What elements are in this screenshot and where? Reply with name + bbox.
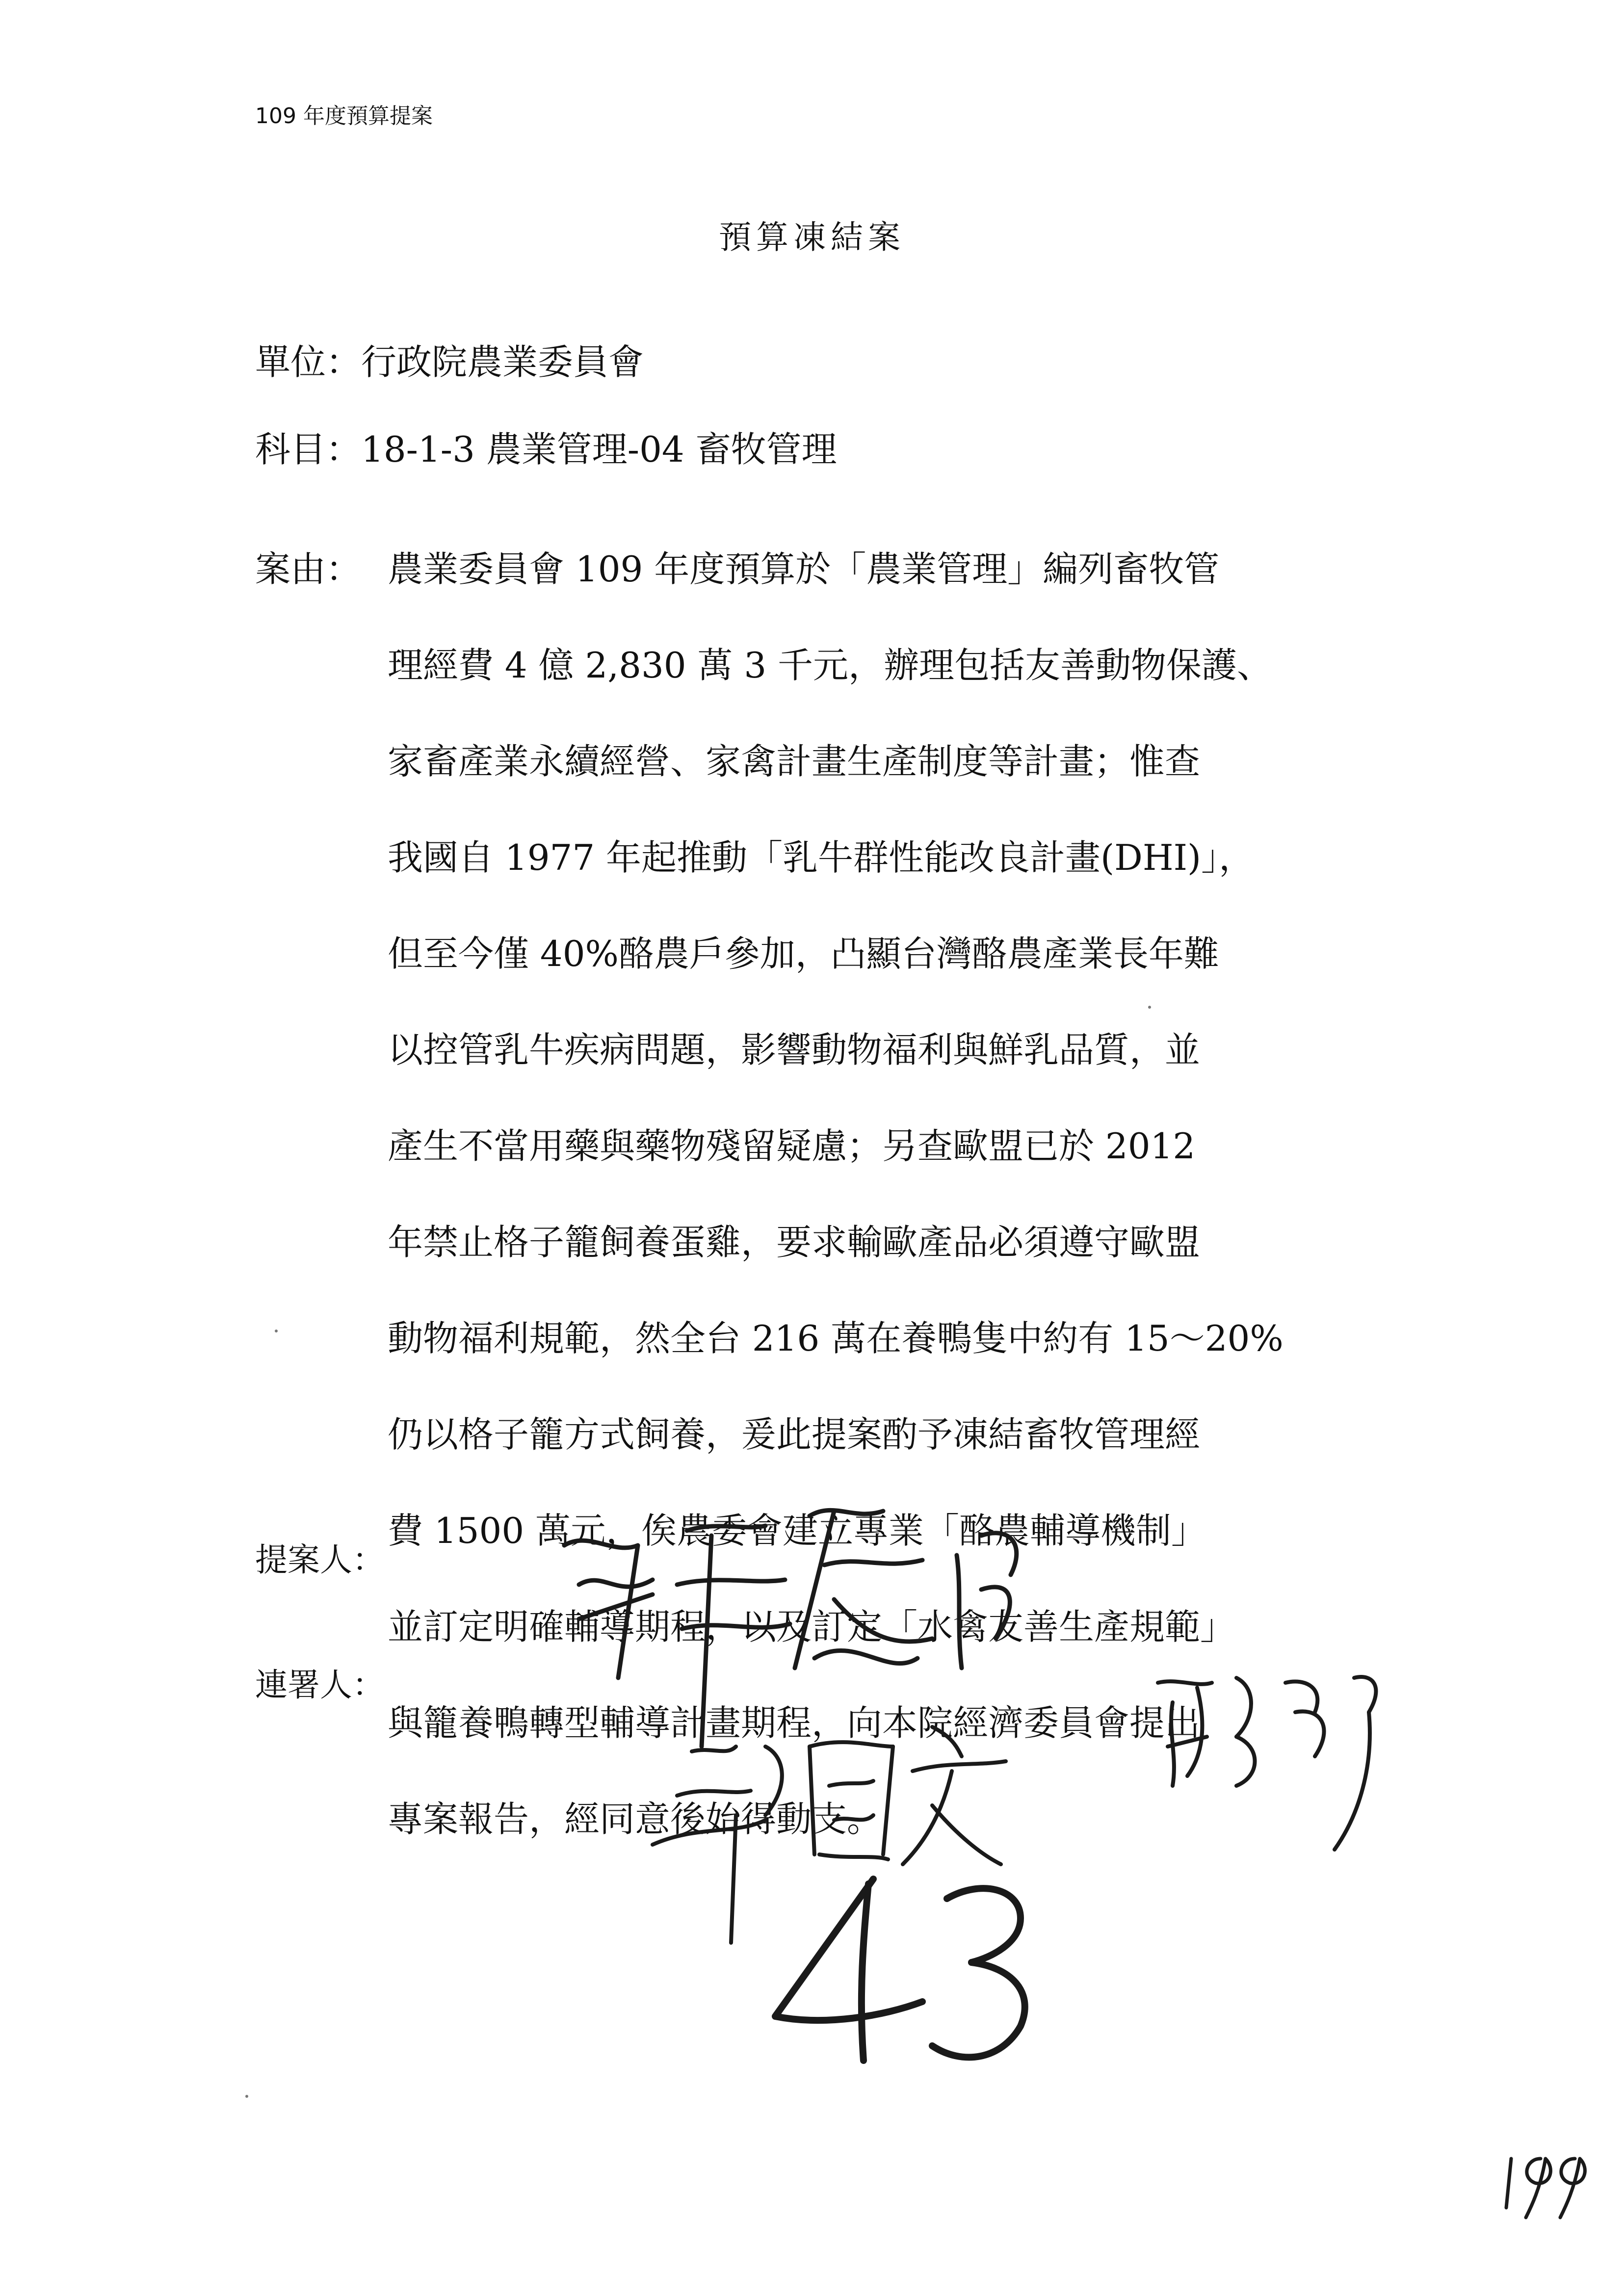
handwritten-number xyxy=(775,1879,1025,2061)
reason-line: 理經費 4 億 2,830 萬 3 千元，辦理包括友善動物保護、 xyxy=(388,645,1273,686)
reason-line: 專案報告，經同意後始得動支。 xyxy=(388,1799,883,1840)
unit-label: 單位： xyxy=(255,341,362,383)
subject-label: 科目： xyxy=(255,429,362,470)
reason-line: 我國自 1977 年起推動「乳牛群性能改良計畫(DHI)」， xyxy=(388,837,1255,878)
reason-text xyxy=(388,521,1442,1867)
cosigner-label: 連署人： xyxy=(255,1666,385,1704)
subject-value: 18-1-3 農業管理-04 畜牧管理 xyxy=(361,429,837,470)
reason-line: 年禁止格子籠飼養蛋雞，要求輸歐產品必須遵守歐盟 xyxy=(388,1222,1201,1263)
reason-line: 並訂定明確輔導期程，以及訂定「水禽友善生產規範」 xyxy=(388,1606,1236,1647)
reason-line: 但至今僅 40%酪農戶參加，凸顯台灣酪農產業長年難 xyxy=(388,933,1219,974)
reason-line: 以控管乳牛疾病問題，影響動物福利與鮮乳品質，並 xyxy=(388,1029,1201,1070)
reason-line: 家畜產業永續經營、家禽計畫生產制度等計畫；惟查 xyxy=(388,741,1201,782)
document-title: 預算凍結案 xyxy=(719,218,905,256)
header-label: 109 年度預算提案 xyxy=(255,104,433,129)
reason-line: 農業委員會 109 年度預算於「農業管理」編列畜牧管 xyxy=(388,548,1220,590)
reason-line: 費 1500 萬元，俟農委會建立專業「酪農輔導機制」 xyxy=(388,1510,1207,1551)
page-number-handwritten xyxy=(1506,2159,1585,2218)
unit-value: 行政院農業委員會 xyxy=(361,341,644,383)
scan-speck xyxy=(1148,1006,1151,1009)
proposer-label: 提案人： xyxy=(255,1541,385,1579)
scan-speck xyxy=(245,2095,248,2098)
reason-line: 動物福利規範，然全台 216 萬在養鴨隻中約有 15～20% xyxy=(388,1318,1283,1359)
scan-speck xyxy=(275,1330,278,1332)
reason-label: 案由： xyxy=(255,548,362,590)
unit-field xyxy=(255,339,644,386)
subject-field xyxy=(255,426,837,473)
reason-line: 與籠養鴨轉型輔導計畫期程，向本院經濟委員會提出 xyxy=(388,1702,1201,1744)
reason-line: 仍以格子籠方式飼養，爰此提案酌予凍結畜牧管理經 xyxy=(388,1414,1201,1455)
reason-line: 產生不當用藥與藥物殘留疑慮；另查歐盟已於 2012 xyxy=(388,1125,1196,1167)
